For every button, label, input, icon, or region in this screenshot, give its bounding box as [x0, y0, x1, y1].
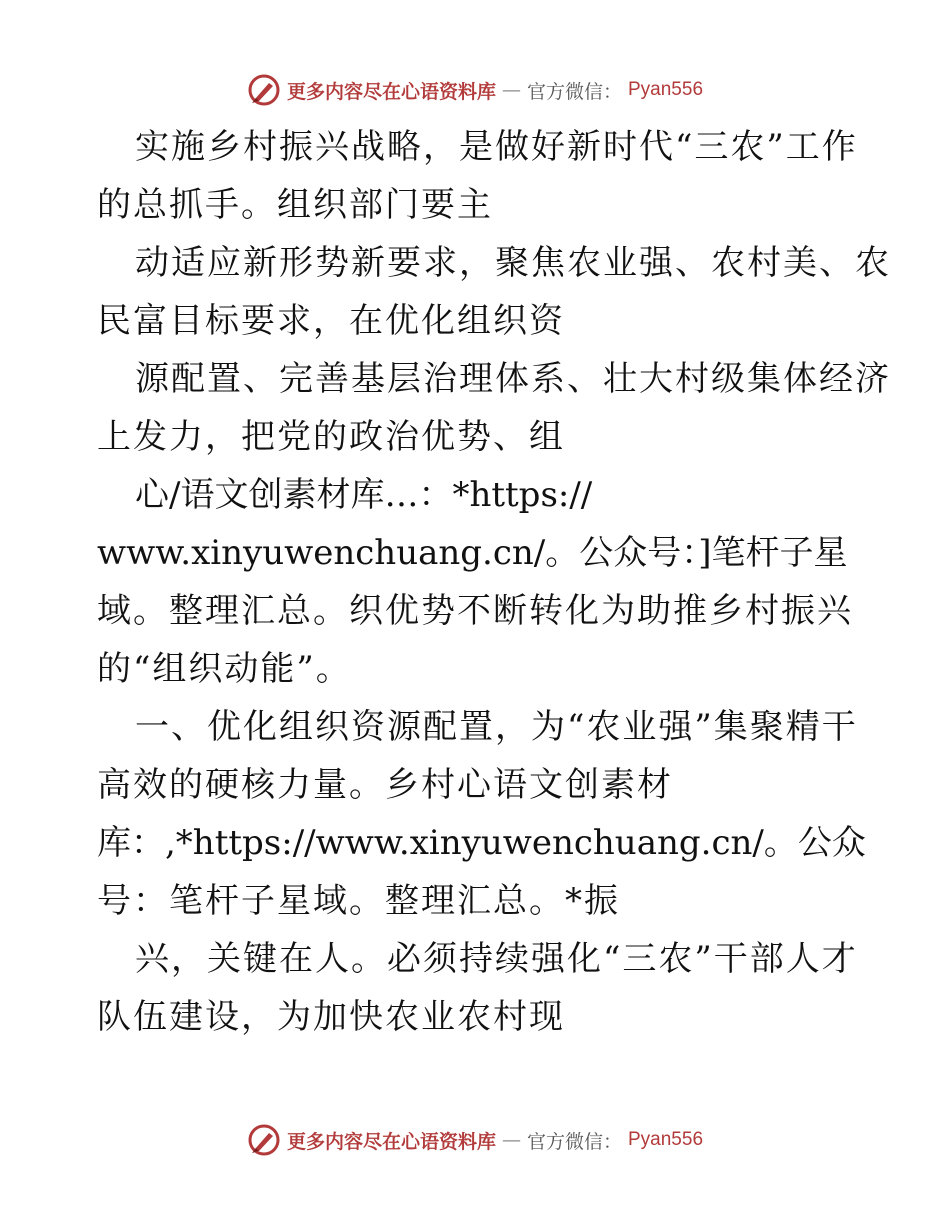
- body-line: 的“组织动能”。: [97, 649, 352, 689]
- body-line: 民富目标要求，在优化组织资: [97, 301, 565, 341]
- document-body: [97, 118, 891, 1046]
- body-line: 上发力，把党的政治优势、组: [97, 417, 565, 457]
- banner-main-text: 更多内容尽在心语资料库: [286, 1130, 496, 1153]
- body-line: 号：笔杆子星域。整理汇总。*振: [97, 881, 620, 921]
- pen-circle-logo-icon: [247, 1123, 281, 1157]
- body-line: 的总抓手。组织部门要主: [97, 185, 493, 225]
- banner-dash: —: [501, 79, 521, 101]
- body-line: 队伍建设，为加快农业农村现: [97, 997, 565, 1037]
- body-line: 动适应新形势新要求，聚焦农业强、农村美、农: [135, 243, 891, 283]
- body-line: www.xinyuwenchuang.cn/。公众号：]笔杆子星: [97, 533, 848, 573]
- body-line: 一、优化组织资源配置，为“农业强”集聚精干: [135, 707, 858, 747]
- banner-main-text: 更多内容尽在心语资料库: [286, 80, 496, 103]
- pen-circle-logo-icon: [247, 73, 281, 107]
- footer-banner: [0, 1120, 950, 1160]
- banner-wechat-id: Pyan556: [628, 1129, 704, 1150]
- banner-wechat-label: 官方微信：: [526, 80, 622, 103]
- body-line: 库：,*https://www.xinyuwenchuang.cn/。公众: [97, 823, 866, 863]
- body-line: 兴，关键在人。必须持续强化“三农”干部人才: [135, 939, 858, 979]
- banner-wechat-id: Pyan556: [628, 79, 704, 100]
- body-line: 实施乡村振兴战略，是做好新时代“三农”工作: [135, 127, 858, 167]
- body-line: 域。整理汇总。织优势不断转化为助推乡村振兴: [97, 591, 853, 631]
- body-line: 心/语文创素材库…：*https://: [135, 475, 593, 515]
- header-banner: [0, 70, 950, 110]
- banner-dash: —: [501, 1129, 521, 1151]
- banner-wechat-label: 官方微信：: [526, 1130, 622, 1153]
- body-line: 高效的硬核力量。乡村心语文创素材: [97, 765, 673, 805]
- body-line: 源配置、完善基层治理体系、壮大村级集体经济: [135, 359, 891, 399]
